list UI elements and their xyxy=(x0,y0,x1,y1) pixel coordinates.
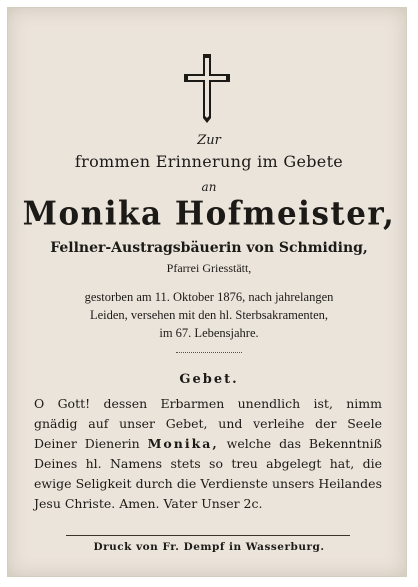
prayer-title: Gebet. xyxy=(179,372,239,387)
prayer-line: ewige Seligkeit durch die Verdienste unsers Heilandes xyxy=(34,476,382,491)
prayer-name: Monika, xyxy=(147,436,219,451)
prayer-line: Deines hl. Namens stets so treu abgelegt hat, die xyxy=(34,456,382,471)
printer-credit: Druck von Fr. Dempf in Wasserburg. xyxy=(93,541,325,553)
parish: Pfarrei Griesstätt, xyxy=(166,261,252,275)
deceased-occupation: Fellner-Austragsbäuerin von Schmiding, xyxy=(50,240,368,256)
prayer-line xyxy=(34,436,382,451)
prayer-line-prefix: Deiner Dienerin xyxy=(34,436,140,451)
heading-an: an xyxy=(201,180,217,194)
heading-zur: Zur xyxy=(197,133,221,148)
cross-icon xyxy=(181,52,233,124)
prayer-line: gnädig auf unser Gebet, und verleihe der Seele xyxy=(34,416,382,431)
prayer-line-suffix: welche das Bekenntniß xyxy=(226,436,382,451)
divider xyxy=(176,352,242,353)
death-detail-line: Leiden, versehen mit den hl. Sterbsakramenten, xyxy=(89,308,329,322)
footer-divider xyxy=(66,535,350,536)
deceased-name: Monika Hofmeister, xyxy=(22,195,396,233)
death-detail-line: gestorben am 11. Oktober 1876, nach jahrelangen xyxy=(84,290,334,304)
heading-remembrance: frommen Erinnerung im Gebete xyxy=(74,152,344,171)
death-detail-line: im 67. Lebensjahre. xyxy=(159,326,259,340)
prayer-line: Jesu Christe. Amen. Vater Unser 2c. xyxy=(34,496,263,511)
prayer-line: O Gott! dessen Erbarmen unendlich ist, nimm xyxy=(34,396,382,411)
